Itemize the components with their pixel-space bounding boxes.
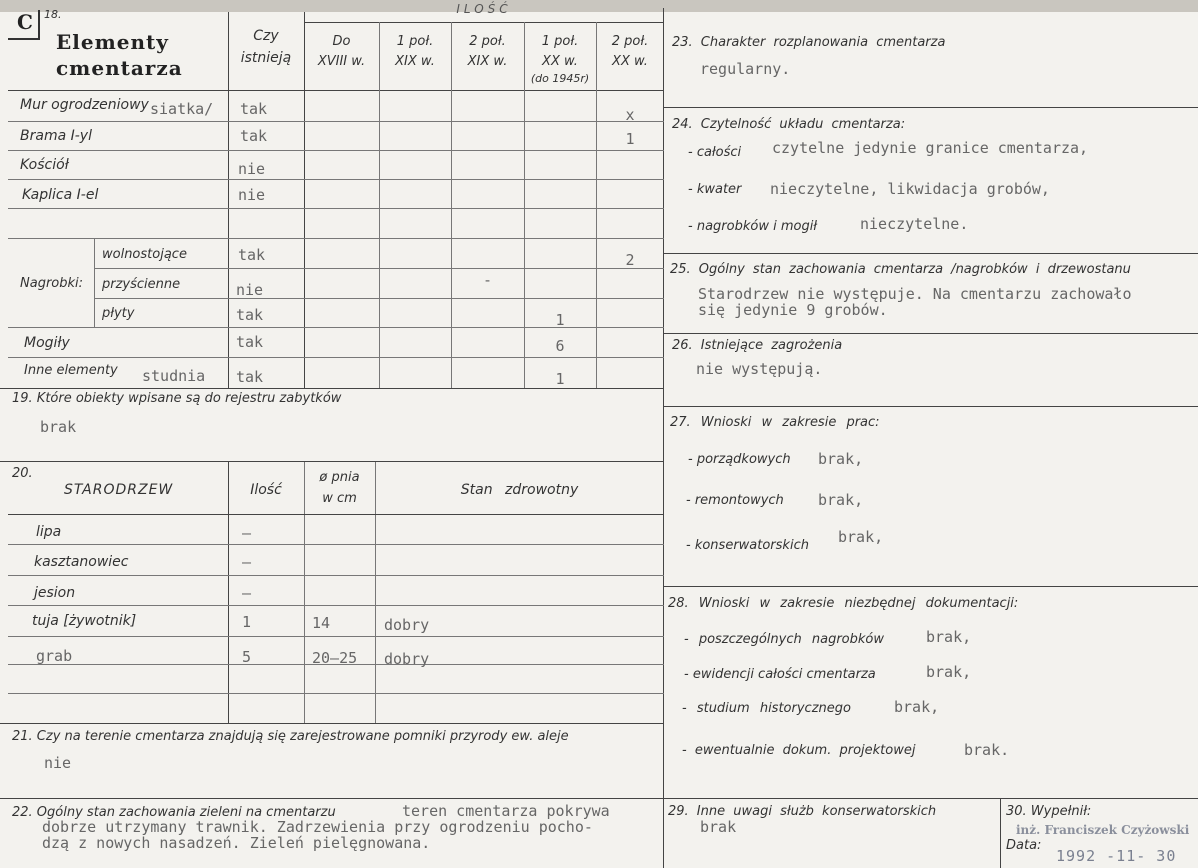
rule	[228, 462, 229, 724]
rule	[664, 107, 1198, 108]
s27-label: 27. Wnioski w zakresie prac:	[670, 415, 880, 430]
row-exists-other: tak	[236, 368, 264, 386]
elements-title-line2: cmentarza	[56, 56, 183, 80]
col-2xx-l1: 2 poł.	[611, 34, 649, 49]
s24-item-quarters-value: nieczytelne, likwidacja grobów,	[770, 180, 1050, 198]
s24-item-quarters-label: - kwater	[688, 182, 742, 197]
rule	[664, 333, 1198, 334]
rule	[596, 22, 597, 388]
section-letter: C	[17, 10, 34, 34]
tree-qty-thuja: 1	[242, 613, 252, 631]
filled-by-stamp: inż. Franciszek Czyżowski	[1016, 823, 1190, 837]
s20-col-health: Stan zdrowotny	[460, 482, 579, 498]
s25-value-line2: się jedynie 9 grobów.	[698, 301, 888, 319]
tree-name-thuja: tuja [żywotnik]	[32, 613, 137, 629]
elements-title-line1: Elementy	[56, 30, 169, 54]
rule	[451, 22, 452, 388]
rule	[8, 693, 664, 694]
s20-col-tree: STARODRZEW	[64, 482, 174, 498]
row-c3-wall-mounted: -	[482, 271, 493, 289]
s28-item-tombs-label: - poszczególnych nagrobków	[684, 632, 884, 647]
tree-qty-ash: –	[242, 584, 252, 602]
s28-item-design-label: - ewentualnie dokum. projektowej	[682, 743, 916, 758]
col-1xix-l2: XIX w.	[395, 54, 435, 69]
tombstones-group-label: Nagrobki:	[20, 276, 84, 291]
col-1xx-l1: 1 poł.	[541, 34, 579, 49]
s22-value-line2: dobrze utrzymany trawnik. Zadrzewienia przy ogrodzeniu pocho-	[42, 818, 593, 836]
tree-state-thuja: dobry	[384, 616, 430, 634]
s20-col-qty: Ilość	[250, 482, 282, 498]
row-label-church: Kościół	[20, 157, 69, 173]
row-c4-other: 1	[555, 370, 565, 388]
col-exists-line1: Czy	[253, 28, 279, 44]
col-1xix-l1: 1 poł.	[396, 34, 434, 49]
s27-item-cleanup-value: brak,	[818, 450, 864, 468]
s22-label: 22. Ogólny stan zachowania zieleni na cmentarzu	[12, 805, 336, 820]
s22-value-line3: dzą z nowych nasadzeń. Zieleń pielęgnowana.	[42, 834, 431, 852]
row-c5-freestanding: 2	[625, 251, 635, 269]
row-c5-wall: x	[625, 106, 635, 124]
row-label-gate: Brama I-yl	[20, 128, 92, 144]
tree-dia-thuja: 14	[312, 614, 331, 632]
rule	[0, 388, 664, 389]
col-2xix-l2: XIX w.	[467, 54, 508, 69]
row-exists-wall-mounted: nie	[236, 281, 264, 299]
rule	[304, 22, 664, 23]
s27-item-repair-value: brak,	[818, 491, 864, 509]
tree-name-hornbeam: grab	[36, 647, 73, 665]
s19-label: 19. Które obiekty wpisane są do rejestru zabytków	[12, 391, 342, 406]
rule	[664, 253, 1198, 254]
tree-qty-chestnut: –	[242, 553, 252, 571]
row-label-chapel: Kaplica I-el	[22, 187, 99, 203]
rule	[8, 179, 664, 180]
row-label-wall: Mur ogrodzeniowy	[20, 97, 149, 113]
row-note-wall: siatka/	[150, 100, 214, 118]
row-label-graves: Mogiły	[24, 335, 70, 351]
tree-name-chestnut: kasztanowiec	[34, 554, 129, 570]
s30-label: 30. Wypełnił:	[1006, 804, 1092, 819]
row-label-freestanding: wolnostojące	[102, 247, 187, 262]
row-label-other: Inne elementy	[24, 363, 118, 378]
rule	[375, 462, 376, 724]
rule	[0, 723, 664, 724]
col-2xix-l1: 2 poł.	[469, 34, 506, 49]
row-exists-graves: tak	[236, 333, 264, 351]
quantity-header: ILOŚĆ	[456, 2, 512, 16]
rule	[8, 90, 664, 91]
row-exists-wall: tak	[240, 100, 268, 118]
rule	[379, 22, 380, 388]
section-number: 18.	[44, 8, 62, 21]
row-label-slabs: płyty	[102, 306, 135, 321]
s28-label: 28. Wnioski w zakresie niezbędnej dokumentacji:	[668, 596, 1019, 611]
row-exists-church: nie	[238, 160, 266, 178]
s29-label: 29. Inne uwagi służb konserwatorskich	[668, 804, 937, 819]
s25-value-line1: Starodrzew nie występuje. Na cmentarzu zachowało	[698, 285, 1132, 303]
rule	[94, 238, 95, 327]
rule	[1000, 798, 1001, 868]
s20-col-diameter-l2: w cm	[322, 491, 357, 506]
rule	[8, 357, 664, 358]
rule	[8, 121, 664, 122]
tree-dia-hornbeam: 20–25	[312, 649, 358, 667]
s27-item-cleanup-label: - porządkowych	[688, 452, 791, 467]
s27-item-conservation-label: - konserwatorskich	[686, 538, 809, 553]
tree-name-ash: jesion	[34, 585, 76, 601]
s21-label: 21. Czy na terenie cmentarza znajdują się zarejestrowane pomniki przyrody ew. aleje	[12, 729, 569, 744]
s24-label: 24. Czytelność układu cmentarza:	[672, 117, 906, 132]
row-c5-gate: 1	[625, 130, 635, 148]
tree-state-hornbeam: dobry	[384, 650, 430, 668]
tree-name-lime: lipa	[36, 524, 62, 540]
row-label-wall-mounted: przyścienne	[102, 277, 181, 292]
s28-item-records-value: brak,	[926, 663, 972, 681]
s27-item-conservation-value: brak,	[838, 528, 884, 546]
s26-label: 26. Istniejące zagrożenia	[672, 338, 843, 353]
col-2xx-l2: XX w.	[612, 54, 648, 69]
rule	[94, 268, 664, 269]
tree-qty-hornbeam: 5	[242, 648, 252, 666]
rule	[0, 798, 664, 799]
s20-col-diameter-l1: ø pnia	[319, 470, 360, 485]
s27-item-repair-label: - remontowych	[686, 493, 784, 508]
s28-item-design-value: brak.	[964, 741, 1010, 759]
tree-qty-lime: –	[242, 524, 252, 542]
col-xviii-l2: XVIII w.	[317, 54, 366, 69]
s20-number: 20.	[12, 466, 33, 481]
col-1xx-l2: XX w.	[542, 54, 578, 69]
rule	[8, 150, 664, 151]
rule	[228, 12, 229, 388]
col-1xx-l3: (do 1945r)	[530, 72, 590, 85]
row-exists-chapel: nie	[238, 186, 266, 204]
col-exists-line2: istnieją	[240, 50, 292, 66]
rule	[8, 208, 664, 209]
row-note-other: studnia	[142, 367, 206, 385]
col-xviii-l1: Do	[332, 34, 351, 49]
row-exists-slabs: tak	[236, 306, 264, 324]
rule	[8, 514, 664, 515]
rule	[664, 406, 1198, 407]
s28-item-history-value: brak,	[894, 698, 940, 716]
rule	[8, 605, 664, 606]
s19-value: brak	[40, 418, 77, 436]
s21-value: nie	[44, 754, 72, 772]
s28-item-tombs-value: brak,	[926, 628, 972, 646]
s28-item-records-label: - ewidencji całości cmentarza	[684, 667, 876, 682]
rule	[664, 798, 1198, 799]
row-c4-slabs: 1	[555, 311, 565, 329]
s24-item-tombs-label: - nagrobków i mogił	[688, 219, 818, 234]
date-label: Data:	[1006, 838, 1042, 853]
rule	[94, 298, 664, 299]
rule	[8, 238, 664, 239]
s29-value: brak	[700, 818, 737, 836]
s25-label: 25. Ogólny stan zachowania cmentarza /nagrobków i drzewostanu	[670, 262, 1131, 277]
row-exists-gate: tak	[240, 127, 268, 145]
rule	[8, 636, 664, 637]
s24-item-whole-value: czytelne jedynie granice cmentarza,	[772, 139, 1089, 157]
rule	[8, 544, 664, 545]
s24-item-tombs-value: nieczytelne.	[860, 215, 969, 233]
row-c4-graves: 6	[555, 337, 565, 355]
s28-item-history-label: - studium historycznego	[682, 701, 851, 716]
rule	[0, 461, 664, 462]
s23-label: 23. Charakter rozplanowania cmentarza	[672, 35, 946, 50]
s23-value: regularny.	[700, 60, 791, 78]
rule	[8, 575, 664, 576]
date-stamp: 1992 -11- 30	[1056, 847, 1177, 865]
section-letter-box	[8, 10, 40, 40]
rule	[664, 586, 1198, 587]
s26-value: nie występują.	[696, 360, 823, 378]
s24-item-whole-label: - całości	[688, 145, 742, 160]
row-exists-freestanding: tak	[238, 246, 266, 264]
s22-value-line1: teren cmentarza pokrywa	[402, 802, 610, 820]
